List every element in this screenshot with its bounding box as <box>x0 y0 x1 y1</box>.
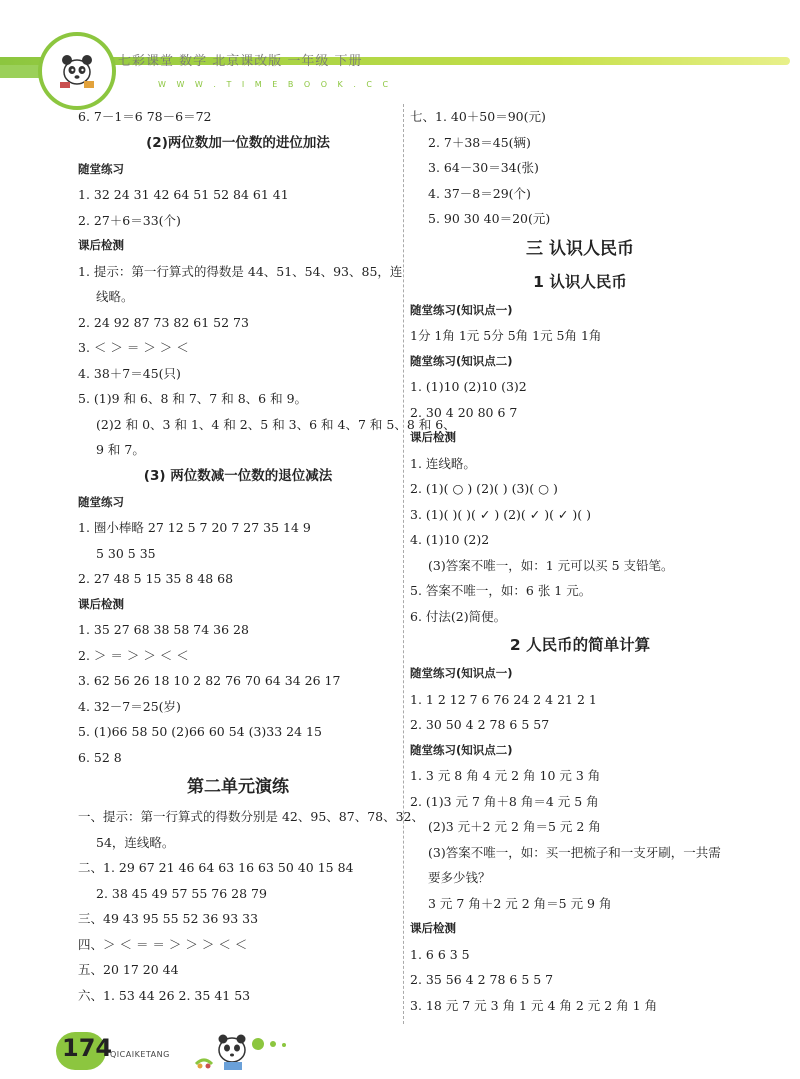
answer-line: 1. 连线略。 <box>410 455 476 471</box>
answer-line: 七、1. 40＋50＝90(元) <box>410 109 546 124</box>
answer-line: 1. 1 2 12 7 6 76 24 2 4 21 2 1 <box>410 691 597 707</box>
answer-line: 四、＞ ＜ ＝ ＝ ＞ ＞ ＞ ＜ ＜ <box>78 936 248 952</box>
subsection-label: 课后检测 <box>410 430 456 444</box>
page-number: 174 <box>62 1034 113 1062</box>
answer-line: 3 元 7 角＋2 元 2 角＝5 元 9 角 <box>428 895 612 911</box>
answer-line: 1. 6 6 3 5 <box>410 946 470 962</box>
answer-line: 2. (1)( ○ ) (2)( ) (3)( ○ ) <box>410 481 558 496</box>
answer-line: 2. 30 50 4 2 78 6 5 57 <box>410 717 550 732</box>
answer-line: 一、提示：第一行算式的得数分别是 42、95、87、78、32、 <box>78 809 425 824</box>
answer-line: 4. 37－8＝29(个) <box>428 185 531 201</box>
decor-dot-medium <box>270 1041 276 1047</box>
subsection-label: 课后检测 <box>78 596 124 611</box>
header-title: 七彩课堂 数学 北京课改版 一年级 下册 <box>118 54 363 69</box>
answer-line: (3)答案不唯一，如：1 元可以买 5 支铅笔。 <box>428 557 674 573</box>
lesson-heading: 1 认识人民币 <box>533 272 627 291</box>
footer-brand: QICAIKETANG <box>110 1050 170 1059</box>
answer-line: (2)3 元＋2 元 2 角＝5 元 2 角 <box>428 819 601 834</box>
answer-line: (3)答案不唯一，如：买一把梳子和一支牙刷，一共需 <box>428 844 721 860</box>
answer-line: 5. (1)66 58 50 (2)66 60 54 (3)33 24 15 <box>78 724 322 739</box>
answer-line: 3. 62 56 26 18 10 2 82 76 70 64 34 26 17 <box>78 673 341 688</box>
answer-line: 6. 付法(2)简便。 <box>410 608 507 624</box>
answer-line: 六、1. 53 44 26 2. 35 41 53 <box>78 987 251 1003</box>
subsection-label: 随堂练习(知识点一) <box>410 666 513 680</box>
answer-line: 4. 38＋7＝45(只) <box>78 365 181 381</box>
answer-line: 3. (1)( )( )( ✓ ) (2)( ✓ )( ✓ )( ) <box>410 506 591 522</box>
answer-line: 3. 64－30＝34(张) <box>428 160 539 175</box>
answer-line: 2. 35 56 4 2 78 6 5 5 7 <box>410 972 554 987</box>
answer-line: 5 30 5 35 <box>96 545 156 561</box>
answer-line: 1. 提示：第一行算式的得数是 44、51、54、93、85，连 <box>78 263 403 279</box>
answer-line: 2. 38 45 49 57 55 76 28 79 <box>96 885 267 901</box>
answer-line: (2)2 和 0、3 和 1、4 和 2、5 和 3、6 和 4、7 和 5、8 和 6、 <box>96 416 456 432</box>
right-column <box>410 104 750 1018</box>
answer-line: 1. 3 元 8 角 4 元 2 角 10 元 3 角 <box>410 768 601 783</box>
answer-line: 五、20 17 20 44 <box>78 962 179 977</box>
lesson-heading: 2 人民币的简单计算 <box>509 636 651 654</box>
answer-line: 2. 27 48 5 15 35 8 48 68 <box>78 571 234 586</box>
answer-line: 1分 1角 1元 5分 5角 1元 5角 1角 <box>410 328 602 343</box>
answer-line: 4. 32－7＝25(岁) <box>78 698 181 714</box>
subsection-label: 课后检测 <box>410 921 456 935</box>
decor-dot-large <box>252 1038 264 1050</box>
answer-line: 3. ＜ ＞ ＝ ＞ ＞ ＜ <box>78 340 189 355</box>
answer-line: 线略。 <box>96 289 134 304</box>
answer-line: 6. 7－1＝6 78－6＝72 <box>78 109 212 124</box>
answer-line: 2. 27＋6＝33(个) <box>78 212 181 228</box>
subsection-label: 课后检测 <box>78 238 124 252</box>
page-header <box>0 0 800 95</box>
page-footer <box>0 1022 800 1079</box>
subsection-label: 随堂练习(知识点二) <box>410 742 513 757</box>
decor-dot-small <box>282 1043 286 1047</box>
panda-reading-icon <box>190 1028 260 1072</box>
answer-line: 3. 18 元 7 元 3 角 1 元 4 角 2 元 2 角 1 角 <box>410 997 658 1013</box>
answer-line: 2. 7＋38＝45(辆) <box>428 134 531 150</box>
subsection-label: 随堂练习 <box>78 494 124 509</box>
answer-line: 5. (1)9 和 6、8 和 7、7 和 8、6 和 9。 <box>78 391 308 406</box>
answer-line: 6. 52 8 <box>78 749 122 765</box>
subsection-label: 随堂练习 <box>78 161 124 176</box>
answer-line: 三、49 43 95 55 52 36 93 33 <box>78 911 259 926</box>
header-url: W W W . T I M E B O O K . C C <box>158 80 393 89</box>
subsection-label: 随堂练习(知识点一) <box>410 302 513 317</box>
answer-line: 要多少钱？ <box>428 870 491 885</box>
column-divider <box>403 104 404 1024</box>
answer-line: 1. 圈小棒略 27 12 5 7 20 7 27 35 14 9 <box>78 520 311 535</box>
answer-line: 1. 32 24 31 42 64 51 52 84 61 41 <box>78 187 289 202</box>
answer-line: 1. (1)10 (2)10 (3)2 <box>410 379 527 394</box>
chapter-heading: 三 认识人民币 <box>526 238 634 259</box>
answer-line: 5. 90 30 40＝20(元) <box>428 211 551 226</box>
answer-line: 1. 35 27 68 38 58 74 36 28 <box>78 622 249 637</box>
mascot-logo <box>38 32 116 110</box>
subsection-label: 随堂练习(知识点二) <box>410 353 513 368</box>
answer-line: 2. 30 4 20 80 6 7 <box>410 404 518 420</box>
answer-line: 2. 24 92 87 73 82 61 52 73 <box>78 314 249 330</box>
answer-line: 二、1. 29 67 21 46 64 63 16 63 50 40 15 84 <box>78 860 354 875</box>
section-heading: (3) 两位数减一位数的退位减法 <box>143 467 333 484</box>
chapter-heading: 第二单元演练 <box>187 777 289 797</box>
section-heading: (2)两位数加一位数的进位加法 <box>146 134 330 151</box>
answer-line: 2. ＞ ＝ ＞ ＞ ＜ ＜ <box>78 647 189 663</box>
answer-line: 5. 答案不唯一，如：6 张 1 元。 <box>410 583 592 598</box>
answer-line: 54，连线略。 <box>96 834 175 850</box>
answer-line: 4. (1)10 (2)2 <box>410 532 490 547</box>
answer-line: 2. (1)3 元 7 角＋8 角＝4 元 5 角 <box>410 793 599 809</box>
answer-line: 9 和 7。 <box>96 442 145 457</box>
panda-mascot-icon <box>56 48 98 90</box>
